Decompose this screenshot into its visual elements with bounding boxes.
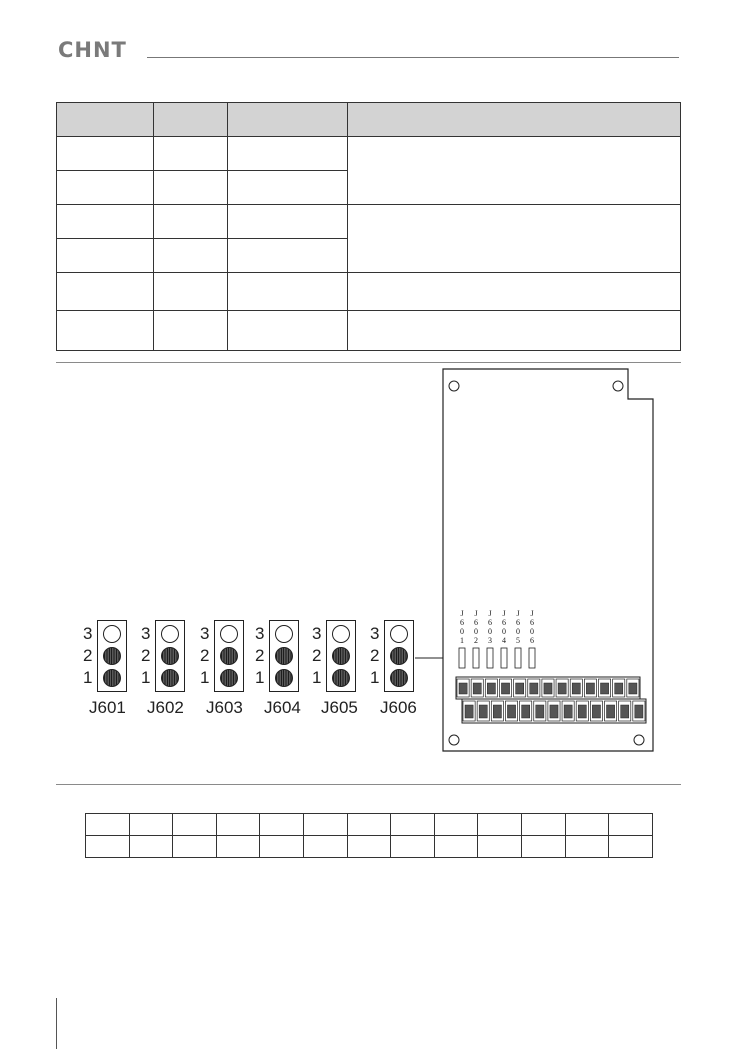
jumper-block-j606 <box>384 620 414 692</box>
table-cell <box>228 311 348 351</box>
brand-logo: CHNT <box>58 38 127 62</box>
table-cell <box>434 814 478 836</box>
board-jumper-header <box>529 648 535 668</box>
terminal-screw <box>544 683 552 694</box>
header-label-char: J <box>516 609 520 618</box>
mounting-hole <box>634 735 644 745</box>
table-cell <box>260 836 304 858</box>
table-cell <box>173 814 217 836</box>
table-cell <box>347 814 391 836</box>
header-label-char: 5 <box>516 636 520 645</box>
table-cell <box>228 171 348 205</box>
pin-number: 2 <box>83 646 93 665</box>
table-cell <box>609 814 653 836</box>
jumper-label: J601 <box>89 698 126 717</box>
pin-number: 1 <box>312 668 322 687</box>
mounting-hole <box>613 381 623 391</box>
header-label-char: 2 <box>474 636 478 645</box>
jumper-pin-shorted <box>390 669 408 687</box>
table-cell <box>565 814 609 836</box>
table-cell <box>57 273 154 311</box>
table-cell <box>216 836 260 858</box>
board-jumper-header <box>515 648 521 668</box>
jumper-block-j605 <box>326 620 356 692</box>
mounting-hole <box>449 735 459 745</box>
header-label-char: J <box>474 609 478 618</box>
spec-table <box>56 102 681 351</box>
jumper-pin-shorted <box>332 647 350 665</box>
footer-rule <box>56 998 57 1049</box>
terminal-screw <box>493 705 501 718</box>
pin-number: 1 <box>83 668 93 687</box>
jumper-block-j601 <box>97 620 127 692</box>
terminal-screw <box>530 683 538 694</box>
header-label-char: J <box>502 609 506 618</box>
terminal-screw <box>578 705 586 718</box>
board-jumper-header <box>459 648 465 668</box>
jumper-pin-open <box>275 625 293 643</box>
table-cell <box>609 836 653 858</box>
table-cell-merged <box>348 205 681 273</box>
table-cell <box>154 273 228 311</box>
table-row <box>86 836 653 858</box>
table-cell <box>154 239 228 273</box>
table-cell <box>86 814 130 836</box>
table-cell <box>129 814 173 836</box>
jumper-pin-shorted <box>103 669 121 687</box>
table-cell <box>260 814 304 836</box>
terminal-screw <box>607 705 615 718</box>
header-label-char: J <box>488 609 492 618</box>
pin-number: 3 <box>83 624 93 643</box>
jumper-pin-shorted <box>220 669 238 687</box>
jumper-block-j603 <box>214 620 244 692</box>
jumper-pin-shorted <box>332 669 350 687</box>
pin-number: 2 <box>370 646 380 665</box>
pin-number: 2 <box>200 646 210 665</box>
header-label-char: J <box>530 609 534 618</box>
header-label-char: 4 <box>502 636 506 645</box>
table-header-cell <box>228 103 348 137</box>
jumper-pin-shorted <box>220 647 238 665</box>
pin-number: 3 <box>312 624 322 643</box>
header-label-char: 6 <box>502 618 506 627</box>
table-cell <box>228 239 348 273</box>
table-cell <box>228 205 348 239</box>
terminal-screw <box>536 705 544 718</box>
pin-number: 2 <box>141 646 151 665</box>
table-cell <box>216 814 260 836</box>
table-cell <box>478 814 522 836</box>
terminal-screw <box>635 705 643 718</box>
table-cell <box>57 311 154 351</box>
header-label-char: 6 <box>516 618 520 627</box>
terminal-screw <box>564 705 572 718</box>
terminal-screw <box>615 683 623 694</box>
jumper-pin-open <box>220 625 238 643</box>
jumper-pin-shorted <box>103 647 121 665</box>
table-cell <box>154 137 228 171</box>
pin-number: 1 <box>255 668 265 687</box>
pin-number: 3 <box>141 624 151 643</box>
table-cell <box>57 205 154 239</box>
table-cell <box>228 273 348 311</box>
table-cell <box>522 814 566 836</box>
pin-number: 2 <box>255 646 265 665</box>
board-jumper-header <box>487 648 493 668</box>
pin-number: 1 <box>200 668 210 687</box>
jumper-pin-open <box>103 625 121 643</box>
header-label-char: 6 <box>530 636 534 645</box>
table-cell <box>478 836 522 858</box>
terminal-screw <box>558 683 566 694</box>
table-cell <box>304 814 348 836</box>
table-row <box>57 311 681 351</box>
table-header-cell <box>154 103 228 137</box>
terminal-screw <box>516 683 524 694</box>
terminal-screw <box>601 683 609 694</box>
pin-number: 1 <box>370 668 380 687</box>
jumper-pin-shorted <box>275 669 293 687</box>
table-row <box>57 205 681 239</box>
header-label-char: 3 <box>488 636 492 645</box>
table-header-cell <box>57 103 154 137</box>
table-row <box>57 273 681 311</box>
header-label-char: 0 <box>460 627 464 636</box>
header-label-char: 6 <box>488 618 492 627</box>
table-cell <box>154 311 228 351</box>
terminal-strip-lower <box>462 699 646 723</box>
table-cell <box>522 836 566 858</box>
terminal-screw <box>507 705 515 718</box>
terminal-strip-upper <box>456 677 640 699</box>
jumper-label: J604 <box>264 698 301 717</box>
terminal-screw <box>629 683 637 694</box>
board-jumper-header <box>473 648 479 668</box>
table-cell <box>57 239 154 273</box>
pin-number: 3 <box>255 624 265 643</box>
terminal-screw <box>522 705 530 718</box>
terminal-screw <box>572 683 580 694</box>
terminal-screw <box>479 705 487 718</box>
jumper-label: J606 <box>380 698 417 717</box>
jumper-pin-shorted <box>161 647 179 665</box>
table-row <box>57 137 681 171</box>
control-board-diagram <box>442 368 655 752</box>
header-label-char: 0 <box>516 627 520 636</box>
pin-number: 3 <box>200 624 210 643</box>
terminal-screw <box>621 705 629 718</box>
terminal-screw <box>465 705 473 718</box>
header-label-char: 6 <box>474 618 478 627</box>
terminal-screw <box>550 705 558 718</box>
section-divider <box>56 784 681 785</box>
table-cell <box>86 836 130 858</box>
terminal-screw <box>459 683 467 694</box>
jumper-pin-open <box>161 625 179 643</box>
board-jumper-header <box>501 648 507 668</box>
table-row <box>86 814 653 836</box>
table-cell <box>154 205 228 239</box>
header-rule <box>147 57 679 58</box>
jumper-label: J602 <box>147 698 184 717</box>
table-cell <box>434 836 478 858</box>
table-cell <box>154 171 228 205</box>
jumper-pin-shorted <box>275 647 293 665</box>
jumper-pin-shorted <box>390 647 408 665</box>
header-label-char: 0 <box>488 627 492 636</box>
table-cell <box>391 836 435 858</box>
table-cell <box>228 137 348 171</box>
jumper-pin-shorted <box>161 669 179 687</box>
terminal-screw <box>586 683 594 694</box>
mounting-hole <box>449 381 459 391</box>
terminal-screw <box>501 683 509 694</box>
terminal-screw <box>487 683 495 694</box>
header-label-char: 0 <box>502 627 506 636</box>
header-label-char: 0 <box>530 627 534 636</box>
jumper-label: J603 <box>206 698 243 717</box>
table-cell <box>391 814 435 836</box>
header-label-char: 6 <box>530 618 534 627</box>
terminal-screw <box>592 705 600 718</box>
table-cell <box>565 836 609 858</box>
table-cell <box>348 311 681 351</box>
jumper-pin-open <box>390 625 408 643</box>
header-label-char: 1 <box>460 636 464 645</box>
section-divider <box>56 362 681 363</box>
jumper-block-j602 <box>155 620 185 692</box>
table-cell-merged <box>348 137 681 205</box>
header-label-char: J <box>460 609 464 618</box>
terminal-screw <box>473 683 481 694</box>
pin-number: 2 <box>312 646 322 665</box>
pin-number: 3 <box>370 624 380 643</box>
table-cell <box>173 836 217 858</box>
table-header-cell <box>348 103 681 137</box>
table-cell <box>304 836 348 858</box>
header-label-char: 6 <box>460 618 464 627</box>
table-cell <box>129 836 173 858</box>
table-cell <box>57 137 154 171</box>
table-cell <box>348 273 681 311</box>
jumper-block-j604 <box>269 620 299 692</box>
jumper-setting-table <box>85 813 653 858</box>
jumper-pin-open <box>332 625 350 643</box>
table-cell <box>57 171 154 205</box>
header-label-char: 0 <box>474 627 478 636</box>
table-header-row <box>57 103 681 137</box>
jumper-label: J605 <box>321 698 358 717</box>
table-cell <box>347 836 391 858</box>
pin-number: 1 <box>141 668 151 687</box>
